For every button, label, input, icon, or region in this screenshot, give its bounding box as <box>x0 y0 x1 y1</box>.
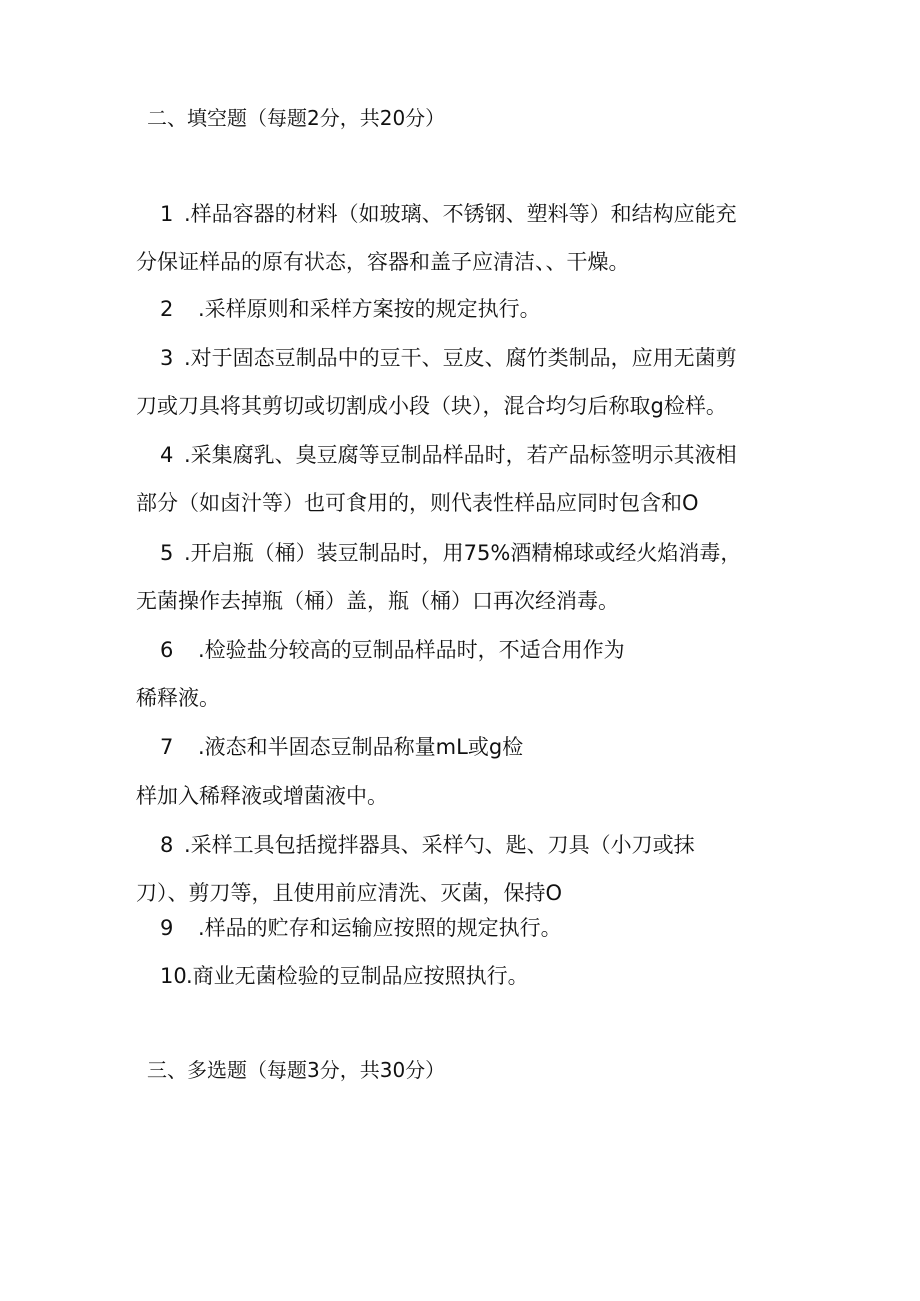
question-2-line-1 <box>160 294 541 324</box>
question-7-text-2: 样加入稀释液或增菌液中。 <box>136 784 388 808</box>
question-1-line-1 <box>160 199 737 229</box>
question-5-text-1: .开启瓶（桶）装豆制品时，用75%酒精棉球或经火焰消毒， <box>184 541 742 565</box>
question-9-number: 9 <box>160 916 174 940</box>
question-6-line-1 <box>160 635 625 665</box>
question-3-text-1: .对于固态豆制品中的豆干、豆皮、腐竹类制品，应用无菌剪 <box>184 346 737 370</box>
question-1-text-2: 分保证样品的原有状态，容器和盖子应清洁、、干燥。 <box>136 250 630 274</box>
question-10-text-1: .商业无菌检验的豆制品应按照执行。 <box>186 964 529 988</box>
question-5-number: 5 <box>160 541 174 565</box>
question-4-number: 4 <box>160 443 174 467</box>
question-4-line-1 <box>160 440 737 470</box>
question-6-number: 6 <box>160 638 174 662</box>
section-3-heading: 三、多选题（每题3分，共30分） <box>147 1058 446 1082</box>
question-8-number: 8 <box>160 833 174 857</box>
question-4-text-1: .采集腐乳、臭豆腐等豆制品样品时，若产品标签明示其液相 <box>184 443 737 467</box>
question-5-text-2: 无菌操作去掉瓶（桶）盖，瓶（桶）口再次经消毒。 <box>136 589 619 613</box>
question-10-number: 10 <box>160 964 187 988</box>
question-7-line-1 <box>160 732 523 762</box>
question-2-number: 2 <box>160 297 174 321</box>
question-5-line-1 <box>160 538 741 568</box>
question-9-line-1 <box>160 913 562 943</box>
question-1-number: 1 <box>160 202 174 226</box>
question-8-text-2: 刀）、剪刀等，且使用前应清洗、灭菌，保持O <box>136 881 563 905</box>
section-2-heading: 二、填空题（每题2分，共20分） <box>147 106 446 130</box>
question-8-text-1: .采样工具包括搅拌器具、采样勺、匙、刀具（小刀或抹 <box>184 833 695 857</box>
question-3-number: 3 <box>160 346 174 370</box>
question-10-line-1 <box>160 961 529 991</box>
question-8-line-1 <box>160 830 695 860</box>
question-9-text-1: .样品的贮存和运输应按照的规定执行。 <box>198 916 562 940</box>
question-3-line-1 <box>160 343 737 373</box>
question-3-text-2: 刀或刀具将其剪切或切割成小段（块），混合均匀后称取g检样。 <box>136 394 727 418</box>
question-1-text-1: .样品容器的材料（如玻璃、不锈钢、塑料等）和结构应能充 <box>184 202 737 226</box>
question-4-text-2: 部分（如卤汁等）也可食用的，则代表性样品应同时包含和O <box>136 491 699 515</box>
question-7-text-1: .液态和半固态豆制品称量mL或g检 <box>198 735 524 759</box>
question-7-number: 7 <box>160 735 174 759</box>
question-6-text-2: 稀释液。 <box>136 686 220 710</box>
question-6-text-1: .检验盐分较高的豆制品样品时，不适合用作为 <box>198 638 625 662</box>
question-2-text-1: .采样原则和采样方案按的规定执行。 <box>198 297 541 321</box>
